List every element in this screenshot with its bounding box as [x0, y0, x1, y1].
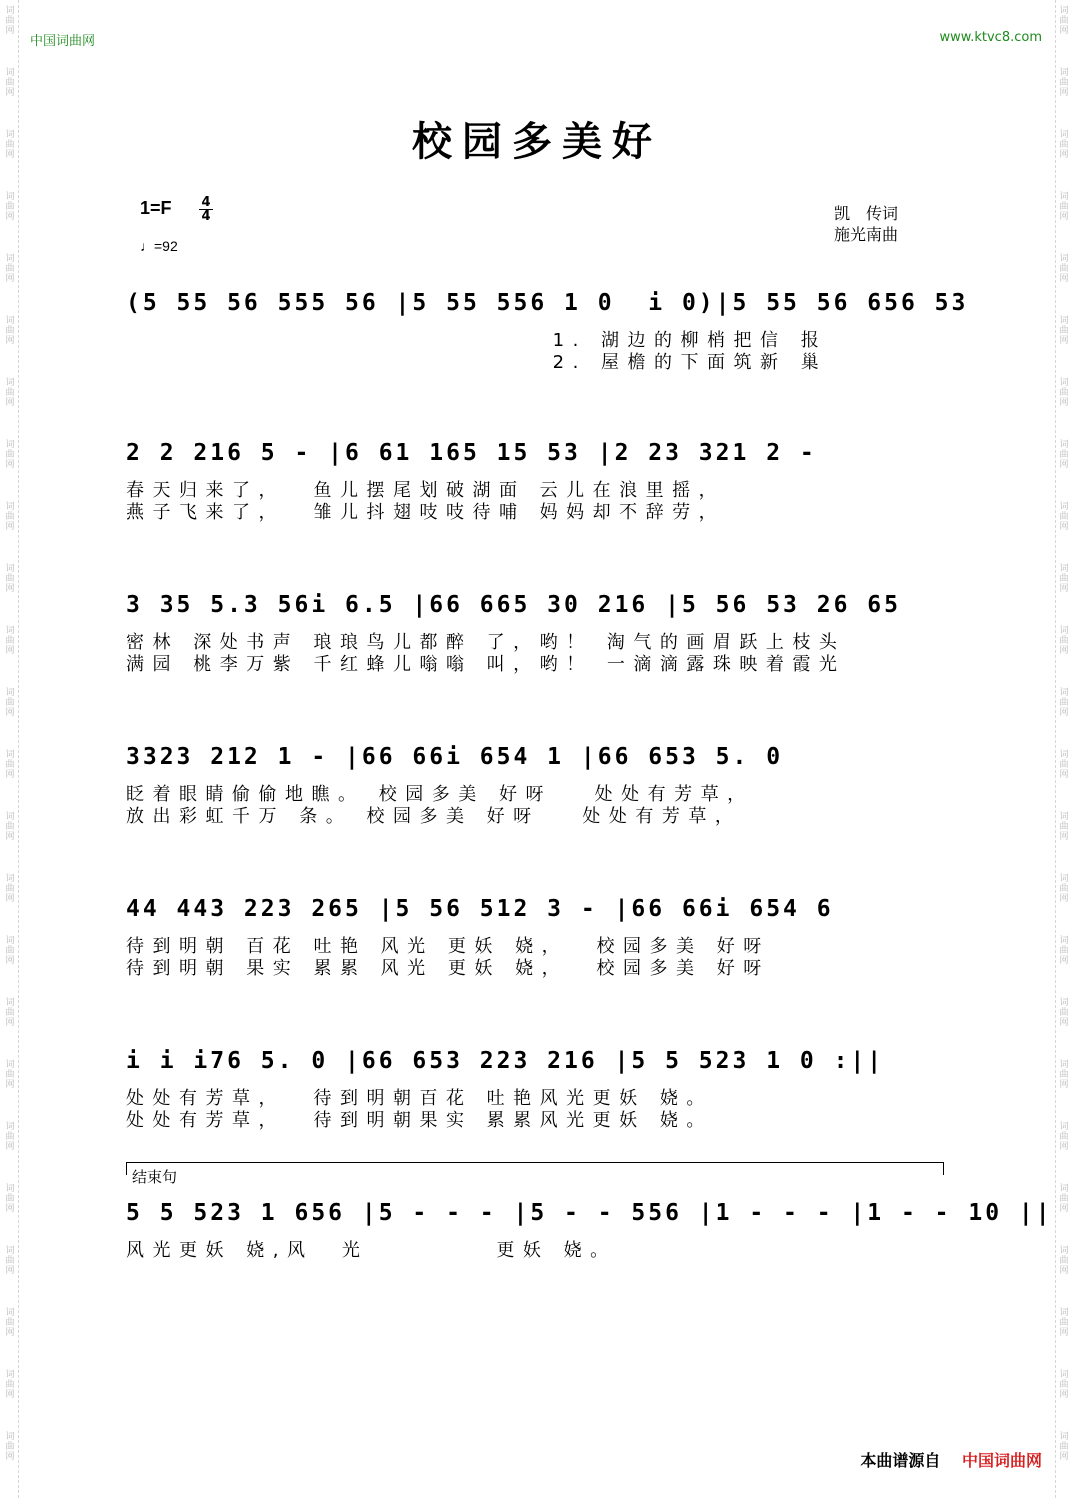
watermark-mark: 词 曲 网 — [5, 502, 15, 532]
watermark-mark: 词 曲 网 — [5, 130, 15, 160]
watermark-mark: 词 曲 网 — [1059, 750, 1069, 780]
score-row — [126, 436, 946, 536]
watermark-mark: 词 曲 网 — [1059, 936, 1069, 966]
watermark-mark: 词 曲 网 — [5, 626, 15, 656]
site-name-label: 中国词曲网 — [30, 34, 96, 49]
watermark-mark: 词 曲 网 — [1059, 812, 1069, 842]
watermark-mark: 词 曲 网 — [1059, 1246, 1069, 1276]
time-signature-bottom: 4 — [201, 209, 211, 224]
watermark-mark: 词 曲 网 — [5, 1122, 15, 1152]
watermark-mark: 词 曲 网 — [5, 192, 15, 222]
lyric-line-ending: 风光更妖 娆,风 光 更妖 娆。 — [126, 1240, 617, 1261]
watermark-mark: 词 曲 网 — [1059, 998, 1069, 1028]
score-row — [126, 740, 946, 840]
watermark-mark: 词 曲 网 — [5, 1370, 15, 1400]
watermark-mark: 词 曲 网 — [1059, 1308, 1069, 1338]
watermark-mark: 词 曲 网 — [1059, 254, 1069, 284]
watermark-mark: 词 曲 网 — [5, 68, 15, 98]
time-signature — [199, 196, 213, 223]
watermark-mark: 词 曲 网 — [5, 378, 15, 408]
watermark-mark: 词 曲 网 — [1059, 192, 1069, 222]
notation-line: 5 5 523 1 656 |5 - - - |5 - - 556 |1 - - - |1 - - 10 || — [126, 1200, 1053, 1226]
score-row — [126, 588, 946, 688]
watermark-mark: 词 曲 网 — [1059, 1432, 1069, 1462]
watermark-mark: 词 曲 网 — [5, 1060, 15, 1090]
lyricist-credit: 凯 传词 — [834, 204, 899, 223]
lyric-line-verse-2: 放出彩虹千万 条。 校园多美 好呀 处处有芳草， — [126, 806, 742, 827]
watermark-mark: 词 曲 网 — [5, 688, 15, 718]
watermark-mark: 词 曲 网 — [1059, 564, 1069, 594]
notation-line: 3 35 5.3 56i 6.5 |66 665 30 216 |5 56 53 26 65 — [126, 592, 901, 618]
watermark-mark: 词 曲 网 — [5, 1184, 15, 1214]
watermark-mark: 词 曲 网 — [1059, 130, 1069, 160]
watermark-mark: 词 曲 网 — [1059, 1122, 1069, 1152]
site-url-label: www.ktvc8.com — [939, 30, 1042, 45]
watermark-mark: 词 曲 网 — [1059, 874, 1069, 904]
watermark-mark: 词 曲 网 — [1059, 626, 1069, 656]
notation-line: i i i76 5. 0 |66 653 223 216 |5 5 523 1 0 :|| — [126, 1048, 885, 1074]
watermark-mark: 词 曲 网 — [5, 6, 15, 36]
watermark-mark: 词 曲 网 — [5, 936, 15, 966]
footer-source — [860, 1448, 1042, 1471]
watermark-mark: 词 曲 网 — [5, 564, 15, 594]
watermark-mark: 词 曲 网 — [5, 1246, 15, 1276]
lyric-line-verse-1: 处处有芳草， 待到明朝百花 吐艳风光更妖 娆。 — [126, 1088, 713, 1109]
watermark-mark: 词 曲 网 — [5, 812, 15, 842]
watermark-mark: 词 曲 网 — [1059, 440, 1069, 470]
footer-source-label: 本曲谱源自 — [860, 1451, 941, 1470]
notation-line: 44 443 223 265 |5 56 512 3 - |66 66i 654 6 — [126, 896, 834, 922]
watermark-mark: 词 曲 网 — [1059, 688, 1069, 718]
notation-line: 3323 212 1 - |66 66i 654 1 |66 653 5. 0 — [126, 744, 784, 770]
credits — [834, 203, 898, 245]
lyric-line-verse-1: 1. 湖边的柳梢把信 报 — [126, 330, 828, 351]
notation-line: 2 2 216 5 - |6 61 165 15 53 |2 23 321 2 - — [126, 440, 817, 466]
watermark-mark: 词 曲 网 — [1059, 378, 1069, 408]
key-signature: 1=F — [140, 198, 172, 218]
watermark-mark: 词 曲 网 — [5, 440, 15, 470]
footer-brand: 中国词曲网 — [961, 1451, 1042, 1470]
watermark-mark: 词 曲 网 — [5, 998, 15, 1028]
score-row — [126, 892, 946, 992]
lyric-line-verse-2: 2. 屋檐的下面筑新 巢 — [126, 352, 828, 373]
score-row — [126, 286, 969, 386]
time-signature-top: 4 — [199, 196, 213, 210]
lyric-line-verse-2: 处处有芳草， 待到明朝果实 累累风光更妖 娆。 — [126, 1110, 713, 1131]
watermark-mark: 词 曲 网 — [5, 316, 15, 346]
notation-line: (5 55 56 555 56 |5 55 556 1 0 i 0)|5 55 56 656 53 — [126, 290, 969, 316]
watermark-mark: 词 曲 网 — [1059, 316, 1069, 346]
score-row-ending — [126, 1196, 1053, 1296]
watermark-mark: 词 曲 网 — [5, 1308, 15, 1338]
score-row — [126, 1044, 946, 1144]
watermark-mark: 词 曲 网 — [5, 750, 15, 780]
lyric-line-verse-1: 春天归来了， 鱼儿摆尾划破湖面 云儿在浪里摇， — [126, 480, 726, 501]
lyric-line-verse-1: 待到明朝 百花 吐艳 风光 更妖 娆， 校园多美 好呀 — [126, 936, 770, 957]
tempo-marking: ♩=92 — [140, 238, 178, 254]
lyric-line-verse-2: 满园 桃李万紫 千红蜂儿嗡嗡 叫，哟！ 一滴滴露珠映着霞光 — [126, 654, 846, 675]
watermark-mark: 词 曲 网 — [1059, 1060, 1069, 1090]
watermark-mark: 词 曲 网 — [5, 254, 15, 284]
ending-bracket — [126, 1162, 944, 1175]
watermark-mark: 词 曲 网 — [1059, 6, 1069, 36]
lyric-line-verse-2: 待到明朝 果实 累累 风光 更妖 娆， 校园多美 好呀 — [126, 958, 770, 979]
watermark-mark: 词 曲 网 — [1059, 68, 1069, 98]
song-title: 校园多美好 — [412, 118, 662, 165]
lyric-line-verse-1: 眨着眼睛偷偷地瞧。 校园多美 好呀 处处有芳草， — [126, 784, 754, 805]
watermark-column-left — [2, 0, 19, 1498]
lyric-line-verse-2: 燕子飞来了， 雏儿抖翅吱吱待哺 妈妈却不辞劳， — [126, 502, 726, 523]
composer-credit: 施光南曲 — [834, 225, 899, 244]
watermark-mark: 词 曲 网 — [1059, 1184, 1069, 1214]
watermark-mark: 词 曲 网 — [5, 1432, 15, 1462]
watermark-mark: 词 曲 网 — [1059, 1370, 1069, 1400]
watermark-column-right — [1055, 0, 1072, 1498]
ending-label: 结束句 — [132, 1168, 178, 1186]
watermark-mark: 词 曲 网 — [1059, 502, 1069, 532]
lyric-line-verse-1: 密林 深处书声 琅琅鸟儿都醉 了，哟！ 淘气的画眉跃上枝头 — [126, 632, 846, 653]
watermark-mark: 词 曲 网 — [5, 874, 15, 904]
